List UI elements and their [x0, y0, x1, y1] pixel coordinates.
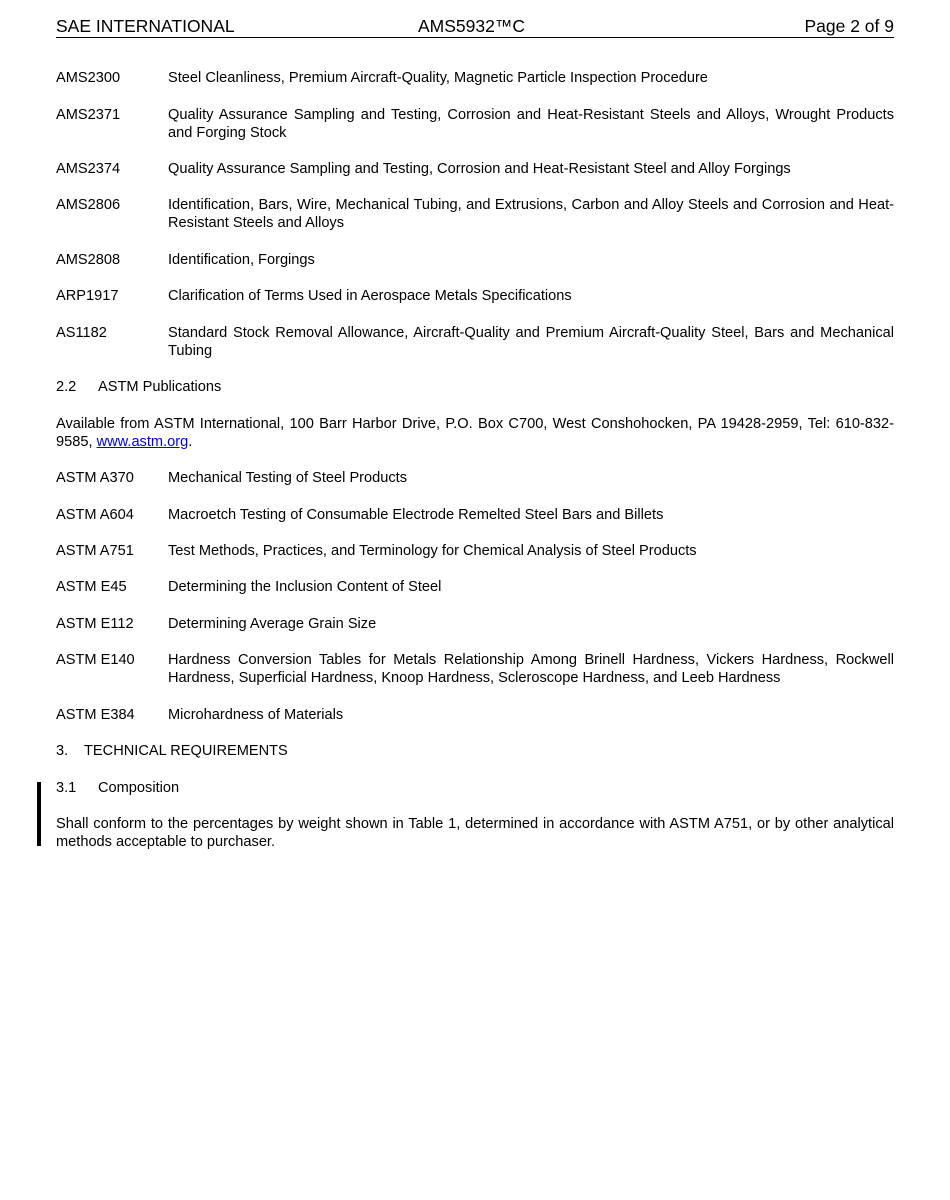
section-title: TECHNICAL REQUIREMENTS: [84, 743, 288, 759]
reference-code: ASTM E45: [56, 579, 127, 595]
availability-text: Available from ASTM International, 100 Barr Harbor Drive, P.O. Box C700, West Conshohocken, PA 19428-2959, Tel: 610-832-9585,: [56, 416, 894, 450]
section-title: ASTM Publications: [98, 379, 222, 395]
reference-entry: [56, 578, 894, 596]
reference-entry: [56, 287, 894, 305]
section-heading-3-1: [56, 779, 894, 797]
reference-title: Test Methods, Practices, and Terminology for Chemical Analysis of Steel Products: [168, 543, 697, 559]
reference-title: Macroetch Testing of Consumable Electrode Remelted Steel Bars and Billets: [168, 507, 664, 523]
reference-code: ARP1917: [56, 288, 119, 304]
reference-code: AMS2300: [56, 70, 121, 86]
reference-title: Mechanical Testing of Steel Products: [168, 470, 408, 486]
reference-code: ASTM A604: [56, 507, 134, 523]
reference-entry: [56, 324, 894, 360]
reference-title: Quality Assurance Sampling and Testing, Corrosion and Heat-Resistant Steel and Alloy Forgings: [168, 161, 791, 177]
revision-change-bar: [37, 782, 41, 846]
reference-entry: [56, 251, 894, 269]
reference-entry: [56, 651, 894, 687]
reference-title: Determining Average Grain Size: [168, 616, 377, 632]
section-heading-3: [56, 742, 894, 760]
reference-entry: [56, 542, 894, 560]
reference-entry: [56, 160, 894, 178]
section-number: 3.1: [56, 780, 77, 796]
reference-title: Identification, Bars, Wire, Mechanical Tubing, and Extrusions, Carbon and Alloy Steels and Corrosion and Heat-Resistant Steels and Alloys: [168, 197, 894, 231]
section-heading-2-2: [56, 378, 894, 396]
reference-code: ASTM E112: [56, 616, 134, 632]
header-organization: SAE INTERNATIONAL: [56, 16, 235, 36]
reference-entry: [56, 706, 894, 724]
reference-title: Identification, Forgings: [168, 252, 315, 268]
reference-code: AMS2371: [56, 107, 121, 123]
reference-entry: [56, 196, 894, 232]
reference-title: Determining the Inclusion Content of Steel: [168, 579, 442, 595]
availability-paragraph: [56, 415, 894, 451]
page-header: [56, 16, 894, 38]
reference-entry: [56, 506, 894, 524]
availability-suffix: .: [188, 434, 193, 450]
reference-title: Steel Cleanliness, Premium Aircraft-Quality, Magnetic Particle Inspection Procedure: [168, 70, 708, 86]
header-page-number: Page 2 of 9: [804, 16, 894, 36]
astm-website-link[interactable]: www.astm.org: [96, 434, 189, 450]
reference-entry: [56, 106, 894, 142]
reference-entry: [56, 469, 894, 487]
section-title: Composition: [98, 780, 180, 796]
section-number: 3.: [56, 743, 69, 759]
reference-code: ASTM E384: [56, 707, 135, 723]
reference-code: ASTM A370: [56, 470, 134, 486]
reference-code: ASTM A751: [56, 543, 134, 559]
reference-code: AMS2808: [56, 252, 121, 268]
composition-paragraph: Shall conform to the percentages by weight shown in Table 1, determined in accordance with ASTM A751, or by other analytical methods acceptable to purchaser.: [56, 816, 894, 850]
reference-title: Microhardness of Materials: [168, 707, 344, 723]
reference-code: AS1182: [56, 325, 107, 341]
reference-entry: [56, 69, 894, 87]
reference-title: Hardness Conversion Tables for Metals Relationship Among Brinell Hardness, Vickers Hardness, Rockwell Hardness, Superficial Hardness, Knoop Hardness, Scleroscope Hardness, and Leeb Hardness: [168, 652, 894, 686]
reference-title: Standard Stock Removal Allowance, Aircraft-Quality and Premium Aircraft-Quality Steel, Bars and Mechanical Tubing: [168, 325, 894, 359]
reference-title: Quality Assurance Sampling and Testing, Corrosion and Heat-Resistant Steels and Alloys, Wrought Products and Forging Stock: [168, 107, 894, 141]
reference-code: AMS2374: [56, 161, 121, 177]
header-document-number: AMS5932™C: [418, 16, 525, 36]
reference-title: Clarification of Terms Used in Aerospace Metals Specifications: [168, 288, 572, 304]
reference-code: ASTM E140: [56, 652, 135, 668]
reference-code: AMS2806: [56, 197, 121, 213]
section-number: 2.2: [56, 379, 77, 395]
reference-entry: [56, 615, 894, 633]
